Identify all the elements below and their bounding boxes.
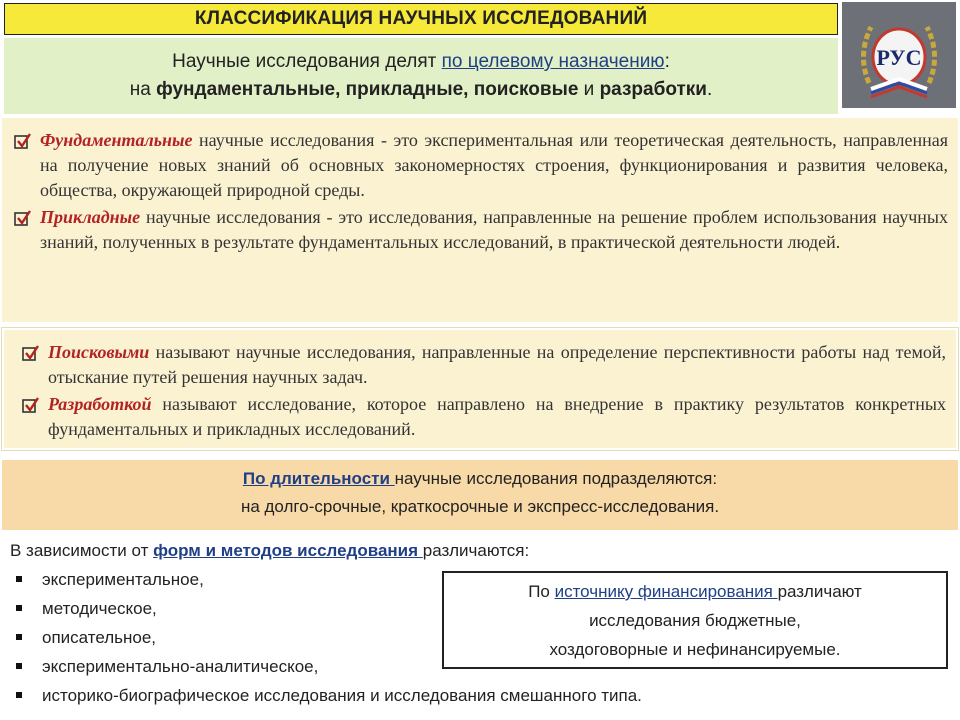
forms-link: форм и методов исследования <box>153 541 423 560</box>
panel-exploratory-development <box>2 328 958 450</box>
definition-text: научные исследования - это экспериментальная или теоретическая деятельность, направленная на получение новых знаний об основных закономерностях строения, функционирования и развития человека, общества, окружающей природной среды. <box>40 130 948 200</box>
list-item: историко-биографическое исследования и исследования смешанного типа. <box>10 681 950 710</box>
intro-text: Научные исследования делят <box>172 51 442 72</box>
list-item: экспериментально-аналитическое, <box>10 652 950 681</box>
list-item: методическое, <box>10 594 950 623</box>
term-applied: Прикладные <box>40 207 141 227</box>
intro-line-2 <box>4 76 838 104</box>
intro-box <box>4 38 838 114</box>
definition-text: называют исследование, которое направлено на внедрение в практику результатов конкретных фундаментальных и прикладных исследований. <box>48 394 946 439</box>
term-exploratory: Поисковыми <box>48 342 150 362</box>
list-item: описательное, <box>10 623 950 652</box>
checkbox-icon <box>22 396 40 414</box>
funding-prefix: По <box>528 582 555 601</box>
duration-link: По длительности <box>242 469 395 488</box>
emblem-graphic <box>849 5 949 105</box>
term-fundamental: Фундаментальные <box>40 130 193 150</box>
list-item: экспериментальное, <box>10 565 950 594</box>
emblem-monogram: РУС <box>876 45 922 70</box>
term-development: Разработкой <box>48 394 152 414</box>
types-bold: фундаментальные, прикладные, поисковые <box>156 79 579 100</box>
definition-text: называют научные исследования, направленные на определение перспективности работы над темой, отыскание путей решения научных задач. <box>48 342 946 387</box>
forms-prefix: В зависимости от <box>10 541 154 560</box>
list-item <box>20 340 946 390</box>
university-emblem-icon <box>842 2 956 108</box>
checkbox-icon <box>22 344 40 362</box>
list-item <box>12 205 948 255</box>
funding-box <box>442 571 948 669</box>
duration-line-2: на долго-срочные, краткосрочные и экспресс-исследования. <box>240 497 720 516</box>
checkbox-icon <box>14 132 32 150</box>
purpose-link: по целевому назначению <box>441 51 665 72</box>
slide-title <box>4 3 838 35</box>
duration-box <box>2 460 958 530</box>
funding-suffix: различают <box>777 582 862 601</box>
funding-line-2: исследования бюджетные, <box>589 611 801 630</box>
intro-colon: : <box>664 51 670 72</box>
development-bold: разработки <box>599 79 707 100</box>
definition-text: научные исследования - это исследования, направленные на решение проблем использования научных знаний, полученных в результате фундаментальных исследований, в практической деятельности людей. <box>40 207 948 252</box>
funding-line-3: хоздоговорные и нефинансируемые. <box>549 640 841 659</box>
intro-text-2: на <box>129 79 157 100</box>
panel-fundamental-applied <box>2 118 958 322</box>
slide-title-text: КЛАССИФИКАЦИЯ НАУЧНЫХ ИССЛЕДОВАНИЙ <box>194 8 648 29</box>
intro-and: и <box>578 79 600 100</box>
intro-dot: . <box>706 79 713 100</box>
checkbox-icon <box>14 209 32 227</box>
list-item <box>20 392 946 442</box>
duration-text: научные исследования подразделяются: <box>394 469 718 488</box>
forms-suffix: различаются: <box>422 541 530 560</box>
duration-line-1 <box>2 465 958 493</box>
forms-heading <box>10 536 950 565</box>
funding-link: источнику финансирования <box>554 582 778 601</box>
list-item <box>12 128 948 203</box>
funding-line-1 <box>444 577 946 606</box>
intro-line-1 <box>4 48 838 76</box>
